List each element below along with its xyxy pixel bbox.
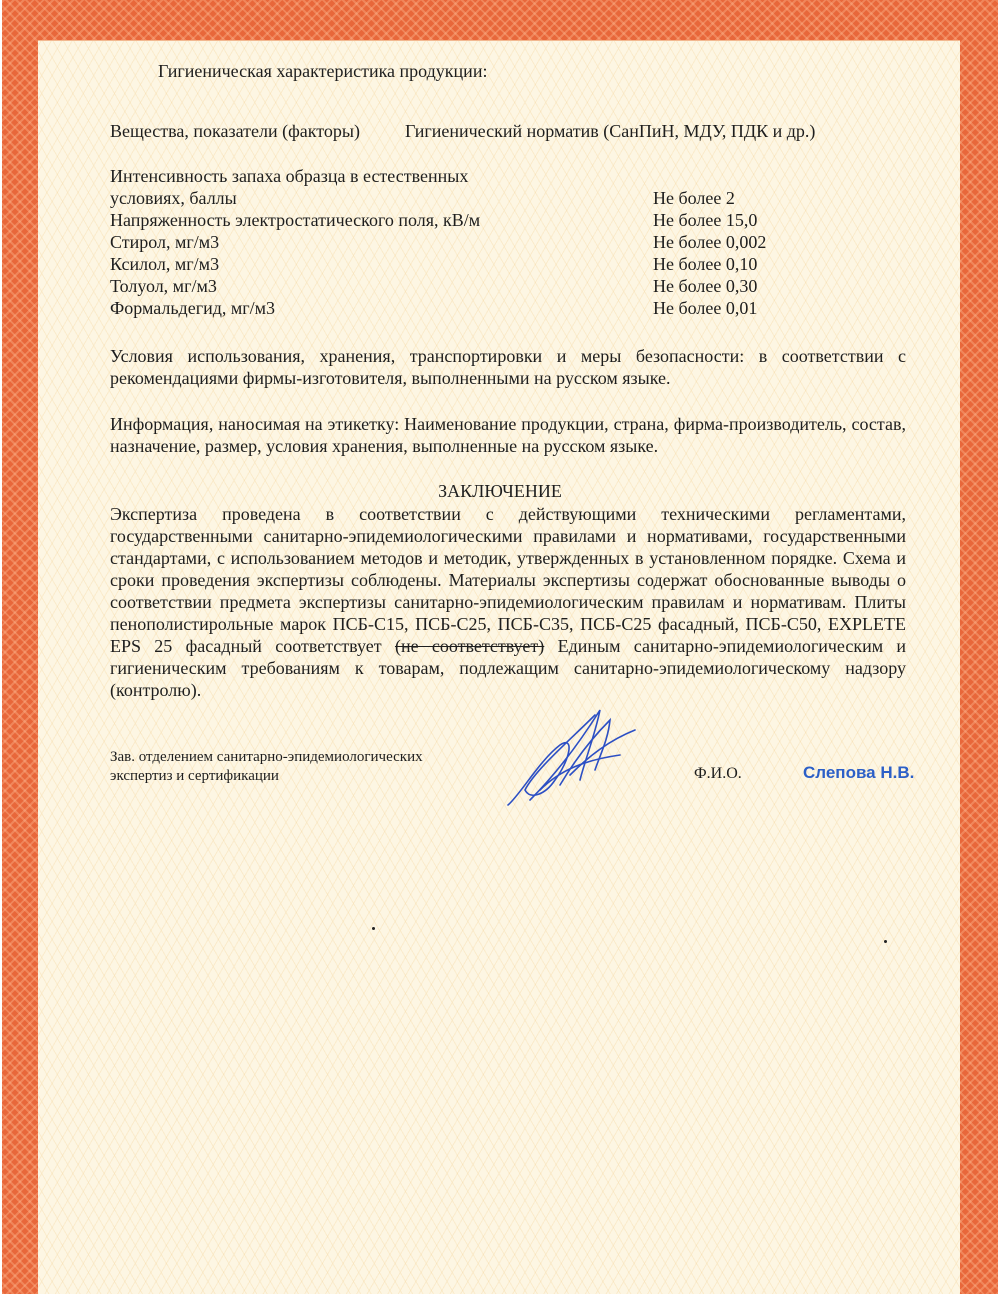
table-row-value: Не более 0,10 xyxy=(653,254,758,274)
table-row-name: Интенсивность запаха образца в естественных xyxy=(110,166,469,186)
struck-text: (не соответствует) xyxy=(394,636,545,656)
conclusion-title: ЗАКЛЮЧЕНИЕ xyxy=(438,481,562,501)
signer-position-line: экспертиз и сертификации xyxy=(110,768,279,784)
label-info-paragraph: Информация, наносимая на этикетку: Наименование продукции, страна, фирма-производитель, состав, назначение, размер, условия хранения, выполненные на русском языке. xyxy=(110,414,906,456)
table-row-name: Напряженность электростатического поля, кВ/м xyxy=(110,210,481,230)
table-row-name: Стирол, мг/м3 xyxy=(110,232,220,252)
ink-speck xyxy=(372,927,375,930)
table-row-name: условиях, баллы xyxy=(110,188,237,208)
table-row-value: Не более 2 xyxy=(653,188,735,208)
column-header-norms: Гигиенический норматив (СанПиН, МДУ, ПДК и др.) xyxy=(405,121,816,141)
handwritten-signature xyxy=(500,700,650,815)
table-row-value: Не более 0,01 xyxy=(653,298,758,318)
conclusion-paragraph xyxy=(110,503,906,701)
table-row-name: Формальдегид, мг/м3 xyxy=(110,298,276,318)
signer-position-line: Зав. отделением санитарно-эпидемиологических xyxy=(110,749,423,765)
table-row-value: Не более 0,002 xyxy=(653,232,767,252)
table-row-name: Ксилол, мг/м3 xyxy=(110,254,220,274)
signer-position xyxy=(110,748,423,786)
column-header-substances: Вещества, показатели (факторы) xyxy=(110,121,360,141)
usage-conditions-paragraph: Условия использования, хранения, транспортировки и меры безопасности: в соответствии с рекомендациями фирмы-изготовителя, выполненными на русском языке. xyxy=(110,346,906,388)
fio-label: Ф.И.О. xyxy=(694,765,742,782)
table-row-value: Не более 15,0 xyxy=(653,210,758,230)
conclusion-text: Экспертиза проведена в соответствии с действующими техническими регламентами, государственными санитарно-эпидемиологическими правилами и нормативами, государственными стандартами, с использованием методов и методик, утвержденных в установленном порядке. Схема и сроки проведения экспертизы соблюдены. Материалы экспертизы содержат обоснованные выводы о соответствии предмета экспертизы санитарно-эпидемиологическим правилам и нормативам. Плиты пенополистирольные марок ПСБ-С15, ПСБ-С25, ПСБ-С35, ПСБ-С25 фасадный, ПСБ-С50, EXPLETE EPS 25 фасадный соответствует xyxy=(110,504,906,656)
section-heading: Гигиеническая характеристика продукции: xyxy=(158,61,488,81)
conclusion-text-end: Единым санитарно-эпидемиологическим и гигиеническим требованиям к товарам, подлежащим санитарно-эпидемиологическому надзору (контролю). xyxy=(110,636,907,700)
table-row-name: Толуол, мг/м3 xyxy=(110,276,217,296)
table-row-value: Не более 0,30 xyxy=(653,276,758,296)
name-stamp: Слепова Н.В. xyxy=(803,763,915,782)
ink-speck xyxy=(884,940,887,943)
